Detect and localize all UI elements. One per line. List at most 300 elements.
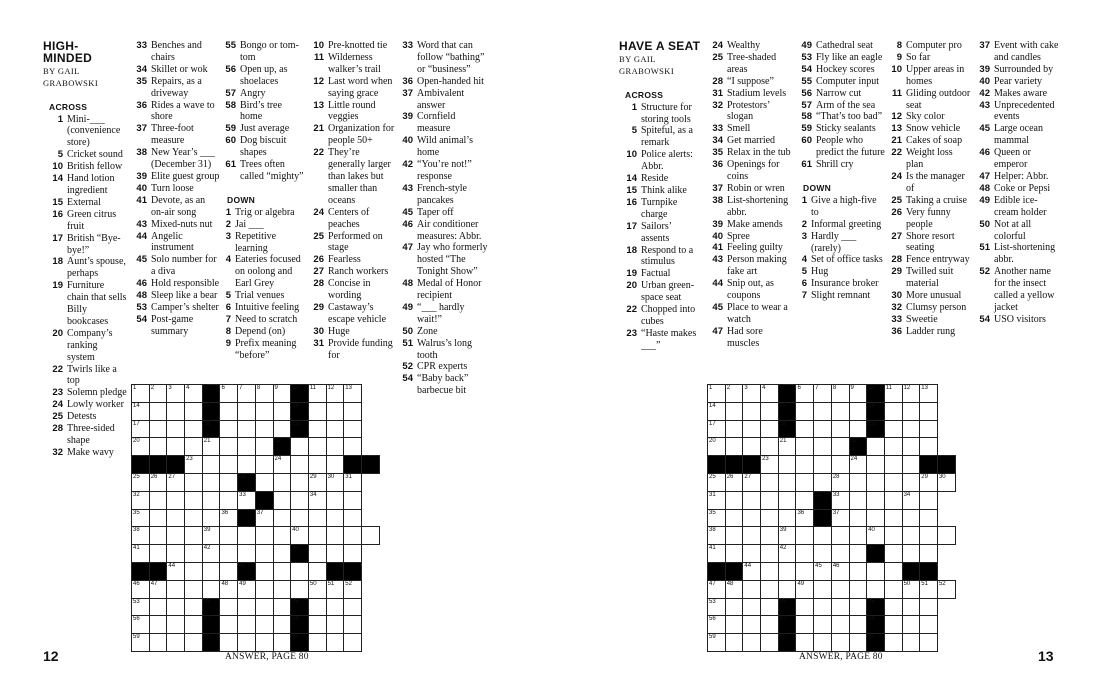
grid-cell[interactable]: [920, 527, 938, 545]
grid-cell[interactable]: [725, 473, 743, 491]
grid-cell[interactable]: [814, 580, 832, 598]
grid-cell[interactable]: [326, 491, 344, 509]
grid-cell[interactable]: [778, 562, 796, 580]
grid-cell[interactable]: [831, 545, 849, 563]
grid-cell[interactable]: [725, 634, 743, 652]
grid-cell[interactable]: [220, 616, 238, 634]
grid-cell[interactable]: [149, 473, 167, 491]
grid-cell[interactable]: [708, 598, 726, 616]
grid-cell[interactable]: [149, 385, 167, 403]
grid-cell[interactable]: [326, 456, 344, 474]
grid-cell[interactable]: [185, 456, 203, 474]
grid-cell[interactable]: [344, 473, 362, 491]
grid-cell[interactable]: [220, 402, 238, 420]
grid-cell[interactable]: [238, 545, 256, 563]
grid-cell[interactable]: [308, 598, 326, 616]
grid-cell[interactable]: [778, 491, 796, 509]
grid-cell[interactable]: [167, 402, 185, 420]
grid-cell[interactable]: [831, 527, 849, 545]
grid-cell[interactable]: [167, 616, 185, 634]
grid-cell[interactable]: [167, 438, 185, 456]
grid-cell[interactable]: [132, 580, 150, 598]
grid-cell[interactable]: [326, 598, 344, 616]
grid-cell[interactable]: [273, 491, 291, 509]
grid-cell[interactable]: [743, 598, 761, 616]
grid-cell[interactable]: [761, 509, 779, 527]
grid-cell[interactable]: [273, 527, 291, 545]
grid-cell[interactable]: [185, 616, 203, 634]
grid-cell[interactable]: [867, 509, 885, 527]
grid-cell[interactable]: [185, 473, 203, 491]
grid-cell[interactable]: [238, 634, 256, 652]
grid-cell[interactable]: [796, 385, 814, 403]
grid-cell[interactable]: [814, 545, 832, 563]
grid-cell[interactable]: [202, 527, 220, 545]
grid-cell[interactable]: [708, 402, 726, 420]
left-crossword-grid[interactable]: [131, 384, 380, 652]
grid-cell[interactable]: [831, 456, 849, 474]
grid-cell[interactable]: [149, 634, 167, 652]
grid-cell[interactable]: [220, 527, 238, 545]
grid-cell[interactable]: [814, 634, 832, 652]
grid-cell[interactable]: [149, 616, 167, 634]
grid-cell[interactable]: [238, 527, 256, 545]
grid-cell[interactable]: [814, 385, 832, 403]
grid-cell[interactable]: [220, 545, 238, 563]
grid-cell[interactable]: [273, 473, 291, 491]
grid-cell[interactable]: [849, 420, 867, 438]
grid-cell[interactable]: [831, 385, 849, 403]
grid-cell[interactable]: [796, 634, 814, 652]
grid-cell[interactable]: [902, 634, 920, 652]
grid-cell[interactable]: [149, 598, 167, 616]
grid-cell[interactable]: [867, 580, 885, 598]
grid-cell[interactable]: [708, 527, 726, 545]
grid-cell[interactable]: [149, 509, 167, 527]
grid-cell[interactable]: [902, 491, 920, 509]
grid-cell[interactable]: [743, 509, 761, 527]
grid-cell[interactable]: [326, 545, 344, 563]
grid-cell[interactable]: [902, 580, 920, 598]
grid-cell[interactable]: [344, 580, 362, 598]
grid-cell[interactable]: [814, 456, 832, 474]
grid-cell[interactable]: [202, 456, 220, 474]
grid-cell[interactable]: [220, 580, 238, 598]
grid-cell[interactable]: [273, 598, 291, 616]
grid-cell[interactable]: [273, 402, 291, 420]
grid-cell[interactable]: [238, 491, 256, 509]
grid-cell[interactable]: [326, 473, 344, 491]
grid-cell[interactable]: [867, 491, 885, 509]
grid-cell[interactable]: [778, 527, 796, 545]
grid-cell[interactable]: [884, 527, 902, 545]
grid-cell[interactable]: [308, 562, 326, 580]
grid-cell[interactable]: [344, 527, 362, 545]
grid-cell[interactable]: [132, 527, 150, 545]
grid-cell[interactable]: [831, 402, 849, 420]
grid-cell[interactable]: [725, 420, 743, 438]
grid-cell[interactable]: [849, 545, 867, 563]
grid-cell[interactable]: [796, 491, 814, 509]
grid-cell[interactable]: [238, 420, 256, 438]
grid-cell[interactable]: [831, 420, 849, 438]
grid-cell[interactable]: [185, 527, 203, 545]
grid-cell[interactable]: [308, 456, 326, 474]
grid-cell[interactable]: [344, 634, 362, 652]
grid-cell[interactable]: [167, 527, 185, 545]
grid-cell[interactable]: [238, 598, 256, 616]
grid-cell[interactable]: [344, 491, 362, 509]
grid-cell[interactable]: [778, 438, 796, 456]
grid-cell[interactable]: [255, 420, 273, 438]
grid-cell[interactable]: [831, 580, 849, 598]
grid-cell[interactable]: [326, 385, 344, 403]
grid-cell[interactable]: [761, 634, 779, 652]
grid-cell[interactable]: [796, 562, 814, 580]
grid-cell[interactable]: [132, 545, 150, 563]
grid-cell[interactable]: [796, 598, 814, 616]
grid-cell[interactable]: [132, 438, 150, 456]
grid-cell[interactable]: [796, 402, 814, 420]
grid-cell[interactable]: [778, 545, 796, 563]
grid-cell[interactable]: [202, 438, 220, 456]
grid-cell[interactable]: [185, 545, 203, 563]
grid-cell[interactable]: [902, 385, 920, 403]
grid-cell[interactable]: [937, 473, 955, 491]
grid-cell[interactable]: [255, 527, 273, 545]
grid-cell[interactable]: [743, 473, 761, 491]
grid-cell[interactable]: [326, 509, 344, 527]
grid-cell[interactable]: [291, 562, 309, 580]
grid-cell[interactable]: [149, 491, 167, 509]
grid-cell[interactable]: [708, 509, 726, 527]
grid-cell[interactable]: [202, 580, 220, 598]
grid-cell[interactable]: [884, 491, 902, 509]
right-crossword-grid[interactable]: [707, 384, 956, 652]
grid-cell[interactable]: [149, 402, 167, 420]
grid-cell[interactable]: [761, 527, 779, 545]
grid-cell[interactable]: [308, 438, 326, 456]
grid-cell[interactable]: [725, 616, 743, 634]
grid-cell[interactable]: [867, 473, 885, 491]
grid-cell[interactable]: [273, 562, 291, 580]
grid-cell[interactable]: [326, 438, 344, 456]
grid-cell[interactable]: [291, 527, 309, 545]
grid-cell[interactable]: [884, 598, 902, 616]
grid-cell[interactable]: [326, 616, 344, 634]
grid-cell[interactable]: [831, 438, 849, 456]
grid-cell[interactable]: [884, 580, 902, 598]
grid-cell[interactable]: [708, 385, 726, 403]
grid-cell[interactable]: [761, 545, 779, 563]
grid-cell[interactable]: [743, 385, 761, 403]
grid-cell[interactable]: [725, 527, 743, 545]
grid-cell[interactable]: [884, 616, 902, 634]
grid-cell[interactable]: [238, 385, 256, 403]
grid-cell[interactable]: [708, 438, 726, 456]
grid-cell[interactable]: [149, 580, 167, 598]
grid-cell[interactable]: [902, 509, 920, 527]
grid-cell[interactable]: [884, 509, 902, 527]
grid-cell[interactable]: [814, 438, 832, 456]
grid-cell[interactable]: [831, 509, 849, 527]
grid-cell[interactable]: [308, 580, 326, 598]
grid-cell[interactable]: [849, 562, 867, 580]
grid-cell[interactable]: [185, 580, 203, 598]
grid-cell[interactable]: [831, 634, 849, 652]
grid-cell[interactable]: [743, 634, 761, 652]
grid-cell[interactable]: [167, 473, 185, 491]
grid-cell[interactable]: [902, 616, 920, 634]
grid-cell[interactable]: [849, 509, 867, 527]
grid-cell[interactable]: [132, 509, 150, 527]
grid-cell[interactable]: [185, 562, 203, 580]
grid-cell[interactable]: [185, 420, 203, 438]
grid-cell[interactable]: [902, 438, 920, 456]
grid-cell[interactable]: [202, 491, 220, 509]
grid-cell[interactable]: [185, 491, 203, 509]
grid-cell[interactable]: [814, 473, 832, 491]
grid-cell[interactable]: [725, 438, 743, 456]
grid-cell[interactable]: [796, 456, 814, 474]
grid-cell[interactable]: [937, 580, 955, 598]
grid-cell[interactable]: [326, 420, 344, 438]
grid-cell[interactable]: [344, 545, 362, 563]
grid-cell[interactable]: [202, 545, 220, 563]
grid-cell[interactable]: [255, 438, 273, 456]
grid-cell[interactable]: [902, 456, 920, 474]
grid-cell[interactable]: [884, 456, 902, 474]
grid-cell[interactable]: [778, 509, 796, 527]
grid-cell[interactable]: [761, 562, 779, 580]
grid-cell[interactable]: [920, 509, 938, 527]
grid-cell[interactable]: [743, 545, 761, 563]
grid-cell[interactable]: [743, 491, 761, 509]
grid-cell[interactable]: [743, 562, 761, 580]
grid-cell[interactable]: [902, 598, 920, 616]
grid-cell[interactable]: [344, 402, 362, 420]
grid-cell[interactable]: [814, 402, 832, 420]
grid-cell[interactable]: [761, 616, 779, 634]
grid-cell[interactable]: [920, 420, 938, 438]
grid-cell[interactable]: [743, 580, 761, 598]
grid-cell[interactable]: [725, 598, 743, 616]
grid-cell[interactable]: [708, 580, 726, 598]
grid-cell[interactable]: [149, 527, 167, 545]
grid-cell[interactable]: [761, 473, 779, 491]
grid-cell[interactable]: [238, 402, 256, 420]
grid-cell[interactable]: [273, 420, 291, 438]
grid-cell[interactable]: [937, 527, 955, 545]
grid-cell[interactable]: [849, 634, 867, 652]
grid-cell[interactable]: [220, 598, 238, 616]
grid-cell[interactable]: [344, 385, 362, 403]
grid-cell[interactable]: [308, 420, 326, 438]
grid-cell[interactable]: [308, 473, 326, 491]
grid-cell[interactable]: [796, 527, 814, 545]
grid-cell[interactable]: [884, 545, 902, 563]
grid-cell[interactable]: [831, 616, 849, 634]
grid-cell[interactable]: [902, 402, 920, 420]
grid-cell[interactable]: [255, 616, 273, 634]
grid-cell[interactable]: [708, 634, 726, 652]
grid-cell[interactable]: [273, 634, 291, 652]
grid-cell[interactable]: [761, 456, 779, 474]
grid-cell[interactable]: [884, 562, 902, 580]
grid-cell[interactable]: [255, 562, 273, 580]
grid-cell[interactable]: [725, 545, 743, 563]
grid-cell[interactable]: [326, 402, 344, 420]
grid-cell[interactable]: [831, 598, 849, 616]
grid-cell[interactable]: [725, 509, 743, 527]
grid-cell[interactable]: [220, 420, 238, 438]
grid-cell[interactable]: [884, 438, 902, 456]
grid-cell[interactable]: [308, 545, 326, 563]
grid-cell[interactable]: [308, 527, 326, 545]
grid-cell[interactable]: [920, 438, 938, 456]
grid-cell[interactable]: [725, 491, 743, 509]
grid-cell[interactable]: [743, 402, 761, 420]
grid-cell[interactable]: [849, 598, 867, 616]
grid-cell[interactable]: [778, 456, 796, 474]
grid-cell[interactable]: [884, 402, 902, 420]
grid-cell[interactable]: [132, 385, 150, 403]
grid-cell[interactable]: [132, 634, 150, 652]
grid-cell[interactable]: [761, 420, 779, 438]
grid-cell[interactable]: [202, 473, 220, 491]
grid-cell[interactable]: [743, 438, 761, 456]
grid-cell[interactable]: [238, 616, 256, 634]
grid-cell[interactable]: [708, 545, 726, 563]
grid-cell[interactable]: [814, 598, 832, 616]
grid-cell[interactable]: [167, 420, 185, 438]
grid-cell[interactable]: [185, 509, 203, 527]
grid-cell[interactable]: [849, 402, 867, 420]
grid-cell[interactable]: [920, 385, 938, 403]
grid-cell[interactable]: [725, 580, 743, 598]
grid-cell[interactable]: [308, 634, 326, 652]
grid-cell[interactable]: [149, 545, 167, 563]
grid-cell[interactable]: [902, 545, 920, 563]
grid-cell[interactable]: [255, 545, 273, 563]
grid-cell[interactable]: [255, 473, 273, 491]
grid-cell[interactable]: [255, 402, 273, 420]
grid-cell[interactable]: [291, 509, 309, 527]
grid-cell[interactable]: [902, 473, 920, 491]
grid-cell[interactable]: [814, 562, 832, 580]
grid-cell[interactable]: [273, 580, 291, 598]
grid-cell[interactable]: [743, 527, 761, 545]
grid-cell[interactable]: [778, 473, 796, 491]
grid-cell[interactable]: [132, 598, 150, 616]
grid-cell[interactable]: [725, 402, 743, 420]
grid-cell[interactable]: [326, 527, 344, 545]
grid-cell[interactable]: [708, 616, 726, 634]
grid-cell[interactable]: [344, 598, 362, 616]
grid-cell[interactable]: [273, 456, 291, 474]
grid-cell[interactable]: [361, 527, 379, 545]
grid-cell[interactable]: [291, 491, 309, 509]
grid-cell[interactable]: [867, 562, 885, 580]
grid-cell[interactable]: [849, 473, 867, 491]
grid-cell[interactable]: [796, 473, 814, 491]
grid-cell[interactable]: [326, 580, 344, 598]
grid-cell[interactable]: [344, 420, 362, 438]
grid-cell[interactable]: [326, 634, 344, 652]
grid-cell[interactable]: [743, 420, 761, 438]
grid-cell[interactable]: [867, 438, 885, 456]
grid-cell[interactable]: [167, 545, 185, 563]
grid-cell[interactable]: [708, 491, 726, 509]
grid-cell[interactable]: [920, 545, 938, 563]
grid-cell[interactable]: [849, 580, 867, 598]
grid-cell[interactable]: [149, 438, 167, 456]
grid-cell[interactable]: [132, 420, 150, 438]
grid-cell[interactable]: [884, 634, 902, 652]
grid-cell[interactable]: [796, 580, 814, 598]
grid-cell[interactable]: [849, 527, 867, 545]
grid-cell[interactable]: [796, 420, 814, 438]
grid-cell[interactable]: [761, 438, 779, 456]
grid-cell[interactable]: [220, 634, 238, 652]
grid-cell[interactable]: [344, 509, 362, 527]
grid-cell[interactable]: [238, 456, 256, 474]
grid-cell[interactable]: [344, 616, 362, 634]
grid-cell[interactable]: [849, 456, 867, 474]
grid-cell[interactable]: [920, 634, 938, 652]
grid-cell[interactable]: [796, 545, 814, 563]
grid-cell[interactable]: [920, 616, 938, 634]
grid-cell[interactable]: [167, 509, 185, 527]
grid-cell[interactable]: [884, 385, 902, 403]
grid-cell[interactable]: [308, 402, 326, 420]
grid-cell[interactable]: [255, 456, 273, 474]
grid-cell[interactable]: [920, 580, 938, 598]
grid-cell[interactable]: [255, 598, 273, 616]
grid-cell[interactable]: [185, 634, 203, 652]
grid-cell[interactable]: [202, 509, 220, 527]
grid-cell[interactable]: [220, 438, 238, 456]
grid-cell[interactable]: [255, 385, 273, 403]
grid-cell[interactable]: [220, 491, 238, 509]
grid-cell[interactable]: [902, 420, 920, 438]
grid-cell[interactable]: [814, 527, 832, 545]
grid-cell[interactable]: [849, 491, 867, 509]
grid-cell[interactable]: [761, 598, 779, 616]
grid-cell[interactable]: [849, 385, 867, 403]
grid-cell[interactable]: [291, 456, 309, 474]
grid-cell[interactable]: [778, 580, 796, 598]
grid-cell[interactable]: [291, 580, 309, 598]
grid-cell[interactable]: [920, 491, 938, 509]
grid-cell[interactable]: [867, 527, 885, 545]
grid-cell[interactable]: [920, 402, 938, 420]
grid-cell[interactable]: [220, 473, 238, 491]
grid-cell[interactable]: [796, 616, 814, 634]
grid-cell[interactable]: [185, 438, 203, 456]
grid-cell[interactable]: [796, 438, 814, 456]
grid-cell[interactable]: [814, 616, 832, 634]
grid-cell[interactable]: [167, 385, 185, 403]
grid-cell[interactable]: [920, 473, 938, 491]
grid-cell[interactable]: [831, 473, 849, 491]
grid-cell[interactable]: [238, 580, 256, 598]
grid-cell[interactable]: [132, 473, 150, 491]
grid-cell[interactable]: [291, 473, 309, 491]
grid-cell[interactable]: [708, 473, 726, 491]
grid-cell[interactable]: [884, 420, 902, 438]
grid-cell[interactable]: [273, 545, 291, 563]
